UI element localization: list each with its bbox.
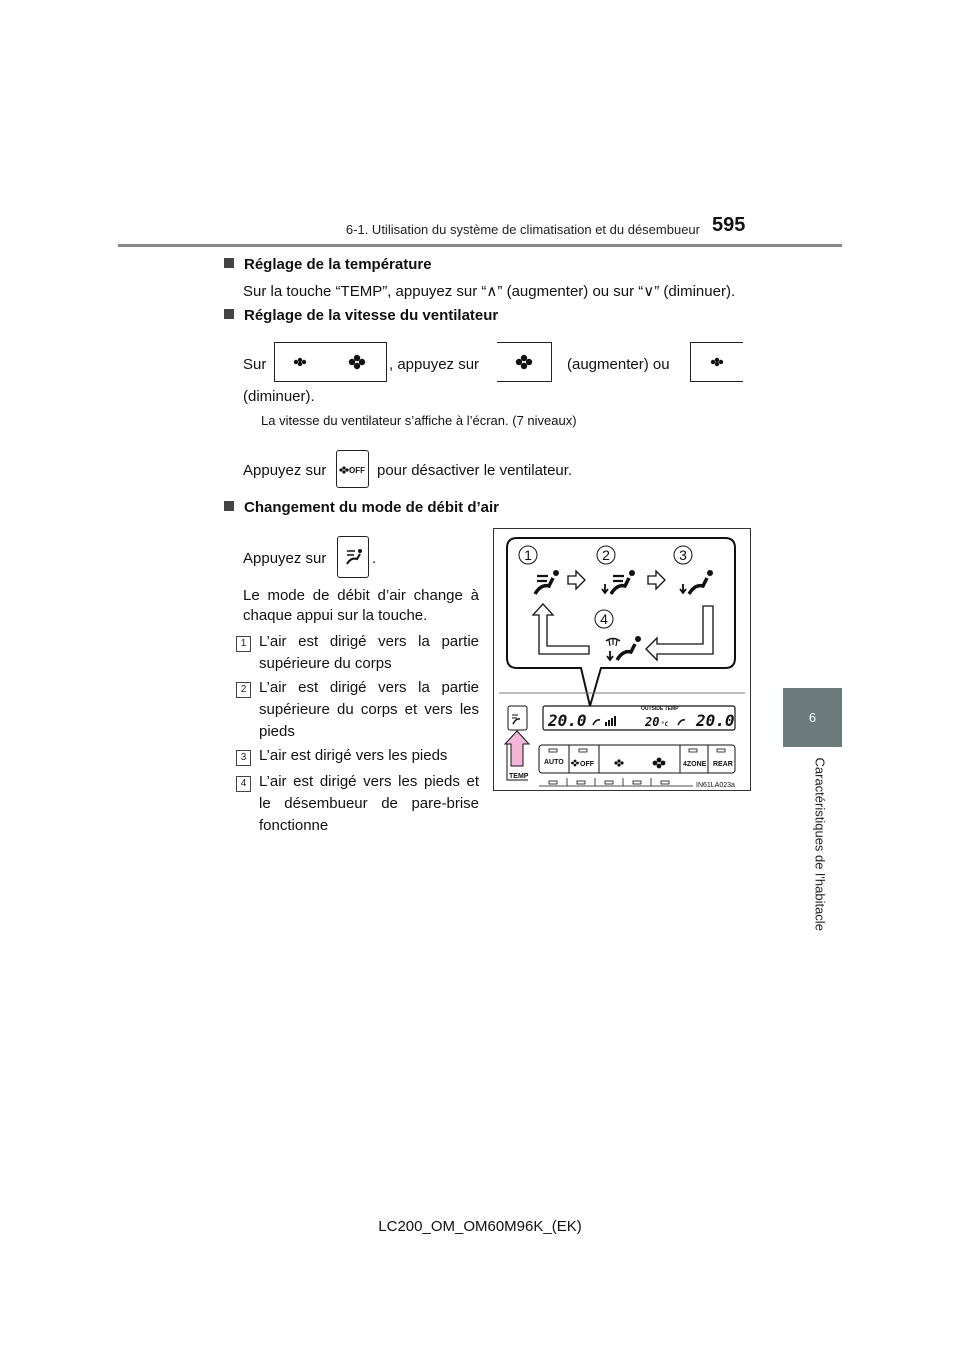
- item-number: 3: [236, 750, 251, 766]
- fan-speed-button: [274, 342, 387, 382]
- list-item: [236, 633, 251, 652]
- item-number: 1: [236, 636, 251, 652]
- item-4-line-2: le désembueur de pare-brise: [259, 795, 479, 812]
- item-2-line-2: supérieure du corps et vers les: [259, 701, 479, 718]
- chapter-tab: 6: [783, 688, 842, 747]
- outside-temp-label: OUTSIDE TEMP: [641, 706, 679, 712]
- callout-1: 1: [524, 547, 532, 563]
- item-3-line-1: L’air est dirigé vers les pieds: [259, 747, 448, 764]
- item-number: 4: [236, 776, 251, 792]
- panel-airflow-button: [508, 706, 527, 730]
- item-4-line-1: L’air est dirigé vers les pieds et: [259, 773, 479, 790]
- airflow-figure: [493, 528, 751, 791]
- fan-augmenter: (augmenter) ou: [567, 356, 670, 373]
- list-item: [236, 747, 251, 766]
- airflow-mode-line-1: Le mode de débit d’air change à: [243, 587, 479, 604]
- list-item: [236, 773, 251, 792]
- page-number: 595: [712, 214, 746, 236]
- auto-button-label: AUTO: [544, 759, 564, 766]
- fan-note: La vitesse du ventilateur s’affiche à l’écran. (7 niveaux): [261, 413, 577, 428]
- fan-icon: [275, 343, 386, 381]
- list-item: [236, 679, 251, 698]
- display-left-temp: 20.0: [548, 711, 587, 730]
- airflow-title: Changement du mode de débit d’air: [244, 499, 500, 516]
- rear-button-label: REAR: [713, 761, 733, 768]
- fan-diminuer: (diminuer).: [243, 388, 315, 405]
- display-right-temp: 20.0: [696, 711, 735, 730]
- airflow-heading: [224, 499, 499, 516]
- off-text: OFF: [349, 466, 365, 475]
- fan-heading: [224, 307, 498, 324]
- fan-off-prefix: Appuyez sur: [243, 462, 327, 479]
- fan-increase-button: [497, 342, 552, 382]
- callout-2: 2: [602, 547, 610, 563]
- temp-text: Sur la touche “TEMP”, appuyez sur “∧” (augmenter) ou sur “∨” (diminuer).: [243, 283, 736, 300]
- fan-off-suffix: pour désactiver le ventilateur.: [377, 462, 573, 479]
- temp-label: TEMP: [509, 773, 529, 780]
- callout-4: 4: [600, 611, 608, 627]
- square-bullet-icon: [224, 309, 234, 319]
- temp-heading: [224, 256, 432, 273]
- item-2-line-1: L’air est dirigé vers la partie: [259, 679, 479, 696]
- airflow-mode-button: [337, 536, 369, 578]
- item-number: 2: [236, 682, 251, 698]
- 4zone-button-label: 4ZONE: [683, 761, 707, 768]
- fan-high-icon: [497, 343, 551, 381]
- fan-low-icon: [691, 343, 743, 381]
- airflow-press-suffix: .: [372, 550, 377, 567]
- item-1-line-2: supérieure du corps: [259, 655, 392, 672]
- display-unit: °C: [661, 721, 669, 728]
- fan-off-icon: [337, 451, 368, 487]
- fan-title: Réglage de la vitesse du ventilateur: [244, 307, 499, 324]
- footer-code: LC200_OM_OM60M96K_(EK): [378, 1218, 582, 1235]
- fan-decrease-button: [690, 342, 743, 382]
- square-bullet-icon: [224, 501, 234, 511]
- figure-code: IN61LA023a: [696, 782, 735, 789]
- square-bullet-icon: [224, 258, 234, 268]
- section-title: 6-1. Utilisation du système de climatisation et du désembueur: [345, 222, 700, 237]
- fan-sur: Sur: [243, 356, 267, 373]
- airflow-icon: [338, 537, 368, 577]
- callout-3: 3: [679, 547, 687, 563]
- chapter-side-label: [803, 757, 828, 931]
- item-1-line-1: L’air est dirigé vers la partie: [259, 633, 479, 650]
- fan-off-button: [336, 450, 369, 488]
- fan-appuyez: , appuyez sur: [389, 356, 480, 373]
- off-button-label: OFF: [580, 761, 594, 768]
- header-rule: [118, 244, 842, 247]
- item-4-line-3: fonctionne: [259, 817, 329, 834]
- item-2-line-3: pieds: [259, 723, 295, 740]
- airflow-mode-line-2: chaque appui sur la touche.: [243, 607, 428, 624]
- temp-title: Réglage de la température: [244, 256, 432, 273]
- display-outside-temp: 20: [645, 715, 660, 729]
- chapter-title: Caractéristiques de l’habitacle: [812, 757, 828, 931]
- airflow-press-prefix: Appuyez sur: [243, 550, 327, 567]
